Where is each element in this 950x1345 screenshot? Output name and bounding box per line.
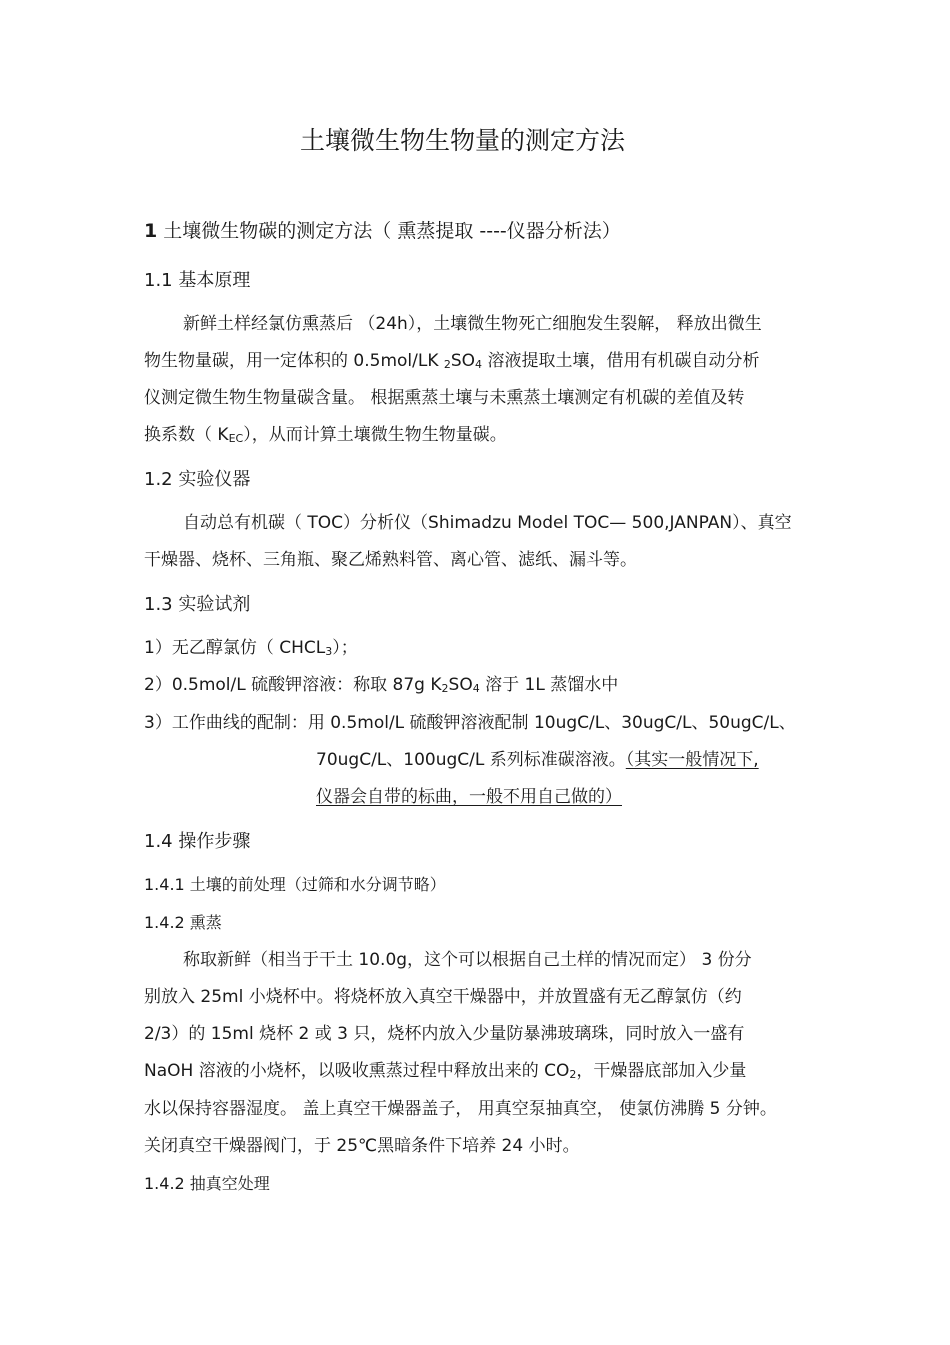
underlined-note: （其实一般情况下, xyxy=(625,750,759,770)
paragraph-line: 干燥器、烧杯、三角瓶、聚乙烯熟料管、离心管、滤纸、漏斗等。 xyxy=(144,550,637,570)
page-title: 土壤微生物生物量的测定方法 xyxy=(299,126,625,155)
section-1-3-heading: 1.3 实验试剂 xyxy=(144,594,251,615)
subsection-1-4-2: 1.4.2 熏蒸 xyxy=(144,913,222,932)
paragraph-line: 换系数（ $K_{EC}$），从而计算土壤微生物生物量碳。 xyxy=(144,425,507,445)
paragraph-line: 新鲜土样经氯仿熏蒸后 （24h），土壤微生物死亡细胞发生裂解， 释放出微生 xyxy=(183,314,762,334)
paragraph-line: 物生物量碳，用一定体积的 0.5mol/LK $_2SO_4$ 溶液提取土壤，借用有机碳自动分析 xyxy=(144,351,760,371)
reagent-item-3-cont: 70ugC/L、100ugC/L 系列标准碳溶液。（其实一般情况下, xyxy=(316,750,759,770)
paragraph-line: 2/3）的 15ml 烧杯 2 或 3 只，烧杯内放入少量防暴沸玻璃珠，同时放入一盛有 xyxy=(144,1024,745,1044)
section-1-number: 1 xyxy=(144,220,158,242)
reagent-item-2: 2）0.5mol/L 硫酸钾溶液：称取 87g $K_2SO_4$ 溶于 1L 蒸馏水中 xyxy=(144,675,619,695)
paragraph-line: 水以保持容器湿度。 盖上真空干燥器盖子， 用真空泵抽真空， 使氯仿沸腾 5 分钟。 xyxy=(144,1099,777,1119)
underlined-note: 仪器会自带的标曲，一般不用自己做的） xyxy=(316,787,622,807)
paragraph-line: 称取新鲜（相当于干土 10.0g，这个可以根据自己土样的情况而定） 3 份分 xyxy=(183,950,752,970)
section-1-2-heading: 1.2 实验仪器 xyxy=(144,469,251,490)
paragraph-line: 关闭真空干燥器阀门，于 25℃黑暗条件下培养 24 小时。 xyxy=(144,1136,580,1156)
paragraph-line: 仪测定微生物生物量碳含量。 根据熏蒸土壤与未熏蒸土壤测定有机碳的差值及转 xyxy=(144,388,745,408)
subsection-1-4-2-vacuum: 1.4.2 抽真空处理 xyxy=(144,1174,270,1193)
subsection-1-4-1: 1.4.1 土壤的前处理（过筛和水分调节略） xyxy=(144,875,446,894)
section-1-title: 土壤微生物碳的测定方法（ 熏蒸提取 ----仪器分析法） xyxy=(163,220,621,242)
section-1-1-heading: 1.1 基本原理 xyxy=(144,270,251,291)
section-1-heading xyxy=(144,218,621,244)
paragraph-line: 自动总有机碳（ TOC）分析仪（Shimadzu Model TOC— 500,JANPAN）、真空 xyxy=(183,513,792,533)
section-1-4-heading: 1.4 操作步骤 xyxy=(144,831,251,852)
reagent-item-3: 3）工作曲线的配制：用 0.5mol/L 硫酸钾溶液配制 10ugC/L、30ugC/L、50ugC/L、 xyxy=(144,713,796,733)
paragraph-line: 别放入 25ml 小烧杯中。将烧杯放入真空干燥器中，并放置盛有无乙醇氯仿（约 xyxy=(144,987,742,1007)
paragraph-line: NaOH 溶液的小烧杯，以吸收熏蒸过程中释放出来的 $CO_2$，干燥器底部加入少量 xyxy=(144,1061,747,1081)
reagent-item-1: 1）无乙醇氯仿（ $CHCL_3$）； xyxy=(144,638,358,658)
